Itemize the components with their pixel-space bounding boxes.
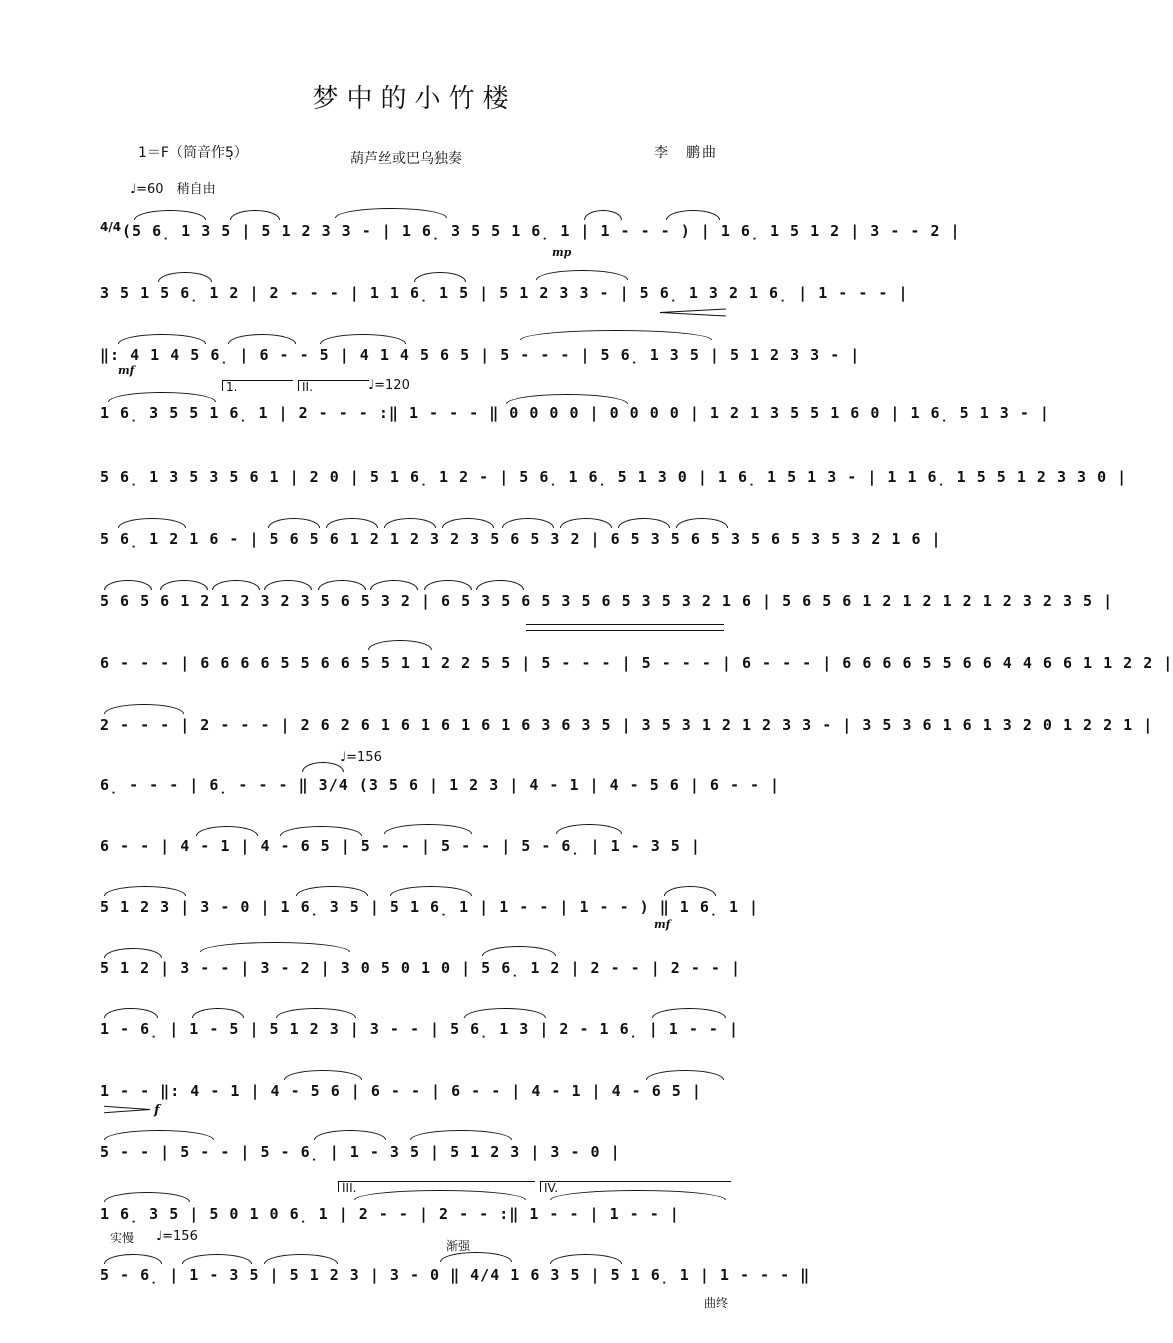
staff-line: 5 1 2 3 | 3 - 0 | 1 6̣ 3 5 | 5 1 6̣ 1 | 1 - - | 1 - - ) ‖ 1 6̣ 1 |	[100, 898, 760, 916]
staff-line: 5 - 6̣ | 1 - 3 5 | 5 1 2 3 | 3 - 0 ‖ 4/4 1 6 3 5 | 5 1 6̣ 1 | 1 - - - ‖	[100, 1266, 811, 1284]
volta-label: II.	[302, 380, 313, 394]
slur	[196, 770, 728, 780]
slur	[536, 270, 628, 280]
staff-line: 1 6̣ 3 5 5 1 6̣ 1 | 2 - - - :‖ 1 - - - ‖ 0 0 0 0 | 0 0 0 0 | 1 2 1 3 5 5 1 6 0 | 1 6̣ 5 1 3 - |	[100, 404, 1050, 422]
slur	[618, 518, 670, 528]
staff-line: 5 6̣ 1 2 1 6 - | 5 6 5 6 1 2 1 2 3 2 3 5 6 5 3 2 | 6 5 3 5 6 5 3 5 6 5 3 5 3 2 1 6 |	[100, 530, 942, 548]
slur	[320, 334, 406, 344]
staff-line: 5 6 5 6 1 2 1 2 3 2 3 5 6 5 3 2 | 6 5 3 5 6 5 3 5 6 5 3 5 3 2 1 6 | 5 6 5 6 1 2 1 2 1 2 1 2 3 2 3 5 |	[100, 592, 1114, 610]
tempo-marking-intro: ♩=60 稍自由	[130, 182, 216, 197]
staff-line: ‖: 4 1 4 5 6̣ | 6 - - 5 | 4 1 4 5 6 5 | 5 - - - | 5 6̣ 1 3 5 | 5 1 2 3 3 - |	[100, 346, 861, 364]
composer: 李 鹏曲	[654, 145, 718, 161]
slur	[104, 886, 186, 896]
expression-marking: 实慢	[110, 1231, 135, 1245]
slur	[296, 886, 368, 896]
slur	[104, 704, 184, 714]
slur	[442, 518, 494, 528]
slur	[280, 826, 362, 836]
slur	[104, 580, 152, 590]
crescendo-line	[526, 624, 724, 625]
crescendo-hairpin	[104, 1109, 150, 1113]
slur	[104, 1130, 214, 1140]
staff-line: 1 - - ‖: 4 - 1 | 4 - 5 6 | 6 - - | 6 - - | 4 - 1 | 4 - 6 5 |	[100, 1082, 702, 1100]
slur	[230, 210, 280, 220]
dynamic-mp: mp	[552, 246, 572, 259]
slur	[676, 518, 728, 528]
key-signature: 1＝F（筒音作5̣）	[138, 145, 248, 161]
slur	[482, 946, 556, 956]
staff-line: (5 6̣ 1 3 5 | 5 1 2 3 3 - | 1 6̣ 3 5 5 1 6̣ 1 | 1 - - - ) | 1 6̣ 1 5 1 2 | 3 - - 2 |	[122, 222, 961, 240]
slur	[646, 1070, 724, 1080]
slur	[314, 1130, 386, 1140]
slur	[104, 948, 162, 958]
slur	[108, 392, 216, 402]
slur	[264, 580, 312, 590]
slur	[652, 1008, 726, 1018]
staff-line: 6 - - | 4 - 1 | 4 - 6 5 | 5 - - | 5 - - | 5 - 6̣ | 1 - 3 5 |	[100, 837, 701, 855]
crescendo-hairpin	[104, 1106, 150, 1110]
slur	[424, 580, 472, 590]
slur	[104, 1254, 162, 1264]
slur	[584, 210, 622, 220]
slur	[134, 210, 206, 220]
staff-line: 6 - - - | 6 6 6 6 5 5 6 6 5 5 1 1 2 2 5 5 | 5 - - - | 5 - - - | 6 - - - | 6 6 6 6 5 5 6 6 4 4 6 6 1 1 2 2 |	[100, 654, 1173, 672]
slur	[158, 272, 212, 282]
tempo-marking-coda: ♩=156	[156, 1229, 198, 1244]
slur	[318, 580, 366, 590]
slur	[520, 330, 712, 340]
slur	[118, 334, 206, 344]
volta-label: III.	[342, 1181, 357, 1195]
slur	[370, 580, 418, 590]
slur	[196, 826, 258, 836]
slur	[464, 1008, 546, 1018]
tempo-marking-fast: ♩=120	[368, 378, 410, 393]
slur	[192, 1008, 244, 1018]
slur	[368, 640, 432, 650]
staff-line: 1 6̣ 3 5 | 5 0 1 0 6̣ 1 | 2 - - | 2 - - :‖ 1 - - | 1 - - |	[100, 1205, 680, 1223]
staff-line: 6̣ - - - | 6̣ - - - ‖ 3/4 (3 5 6 | 1 2 3 | 4 - 1 | 4 - 5 6 | 6 - - |	[100, 776, 781, 794]
slur	[476, 580, 524, 590]
slur	[160, 580, 208, 590]
volta-label: 1.	[226, 380, 238, 394]
slur	[104, 1192, 190, 1202]
slur	[182, 1254, 252, 1264]
slur	[414, 272, 466, 282]
slur	[264, 1254, 338, 1264]
subtitle: 葫芦丝或巴乌独奏	[350, 151, 462, 167]
slur	[506, 394, 628, 404]
staff-line: 3 5 1 5 6̣ 1 2 | 2 - - - | 1 1 6̣ 1 5 | 5 1 2 3 3 - | 5 6̣ 1 3 2 1 6̣ | 1 - - - |	[100, 284, 909, 302]
slur	[384, 824, 472, 834]
ending-marking: 曲终	[704, 1296, 729, 1310]
volta-label: IV.	[544, 1181, 559, 1195]
dynamic-mf: mf	[654, 918, 671, 931]
staff-line: 5 1 2 | 3 - - | 3 - 2 | 3 0 5 0 1 0 | 5 6̣ 1 2 | 2 - - | 2 - - |	[100, 959, 741, 977]
page-title: 梦中的小竹楼	[312, 84, 517, 114]
slur	[228, 334, 296, 344]
time-signature: 4/4	[100, 220, 122, 234]
staff-line: 2 - - - | 2 - - - | 2 6 2 6 1 6 1 6 1 6 1 6 3 6 3 5 | 3 5 3 1 2 1 2 3 3 - | 3 5 3 6 1 6 1 3 2 0 1 2 2 1 |	[100, 716, 1154, 734]
slur	[390, 886, 472, 896]
slur	[666, 210, 720, 220]
slur	[284, 1070, 362, 1080]
slur	[384, 518, 436, 528]
slur	[302, 762, 344, 772]
slur	[326, 518, 378, 528]
slur	[212, 580, 260, 590]
staff-line: 5 - - | 5 - - | 5 - 6̣ | 1 - 3 5 | 5 1 2 3 | 3 - 0 |	[100, 1143, 621, 1161]
tempo-marking-waltz: ♩=156	[340, 750, 382, 765]
slur	[335, 208, 447, 218]
slur	[276, 1008, 356, 1018]
staff-line: 1 - 6̣ | 1 - 5 | 5 1 2 3 | 3 - - | 5 6̣ 1 3 | 2 - 1 6̣ | 1 - - |	[100, 1020, 739, 1038]
crescendo-hairpin	[660, 312, 726, 316]
slur	[268, 518, 320, 528]
expression-marking: 渐强	[446, 1239, 471, 1253]
staff-line: 5 6̣ 1 3 5 3 5 6 1 | 2 0 | 5 1 6̣ 1 2 - | 5 6̣ 1 6̣ 5 1 3 0 | 1 6̣ 1 5 1 3 - | 1 1 6̣ 1 5 5 1 2 3 3 0 |	[100, 468, 1128, 486]
slur	[118, 518, 186, 528]
slur	[502, 518, 554, 528]
slur	[410, 1130, 512, 1140]
slur	[200, 942, 350, 952]
slur	[556, 824, 622, 834]
crescendo-line	[526, 630, 724, 631]
slur	[550, 1254, 622, 1264]
dynamic-mf: mf	[118, 364, 135, 377]
slur	[560, 518, 612, 528]
slur	[104, 1008, 158, 1018]
dynamic-f: f	[154, 1103, 160, 1118]
